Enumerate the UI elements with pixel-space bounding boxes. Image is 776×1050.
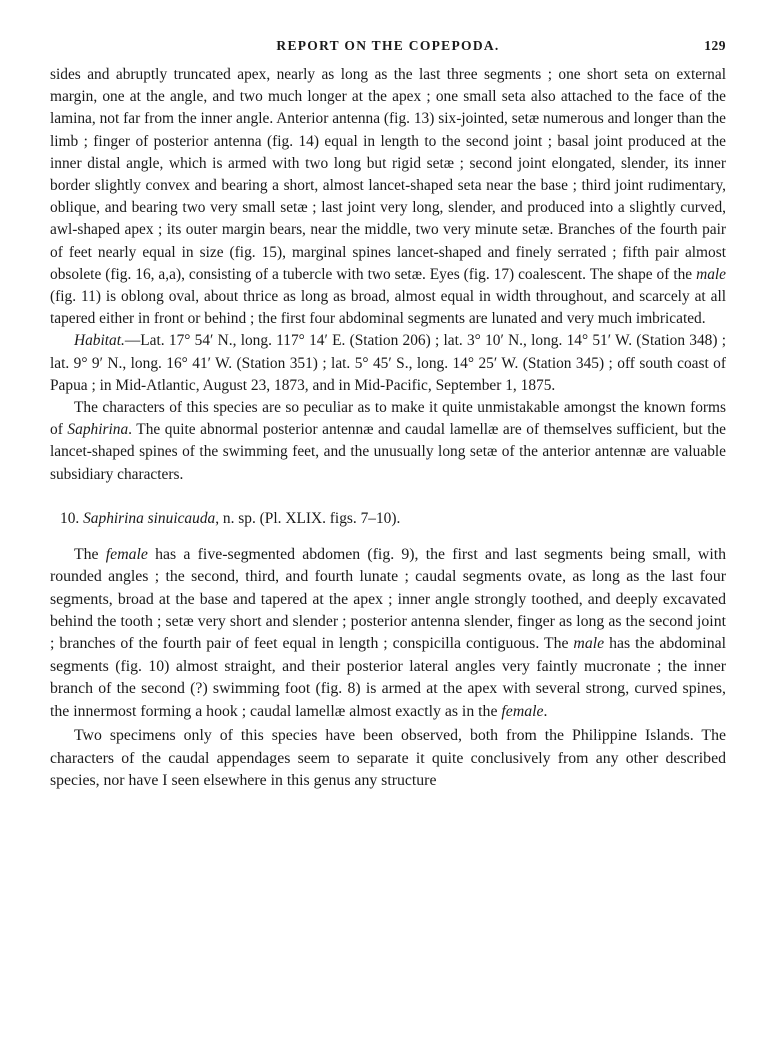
species-description: [50, 544, 726, 792]
female-term: female: [105, 545, 148, 563]
female-para-text: has a five-segmented abdomen (fig. 9), the first and last segments being small, with rounded angles ; the second, third, and fourth lunate ; caudal segments ovate, as long as the last four segments, broad at the base and tapered at the apex ; inner angle strongly toothed, and deeply excavated behind the tooth ; setæ very short and slender ; posterior antenna slender, finger as long as the second joint ; branches of the fourth pair of feet equal in length ; conspicilla contiguous. The: [50, 545, 726, 653]
description-paragraph: [50, 64, 726, 330]
male-term-2: male: [573, 635, 605, 653]
genus-name: Saphirina: [67, 421, 129, 439]
running-header: [50, 38, 726, 64]
habitat-paragraph: [50, 330, 726, 397]
characters-paragraph: [50, 397, 726, 486]
description-text: sides and abruptly truncated apex, nearly as long as the last three segments ; one short seta on external margin, one at the angle, and two much longer at the apex ; one small seta also attached to the face of the lamina, not far from the inner angle. Anterior antenna (fig. 13) six-jointed, setæ numerous and longer than the limb ; finger of posterior antenna (fig. 14) equal in length to the second joint ; basal joint produced at the inner distal angle, which is armed with two long but rigid setæ ; second joint elongated, slender, its inner border slightly convex and bearing a short, almost lancet-shaped seta near the base ; third joint rudimentary, oblique, and bearing two very small setæ ; last joint very long, slender, and produced into a slightly curved, awl-shaped apex ; its outer margin bears, near the middle, two very minute setæ. Branches of the fourth pair of feet nearly equal in size (fig. 15), marginal spines lancet-shaped and finely serrated ; fifth pair almost obsolete (fig. 16, a,a), consisting of a tubercle with two setæ. Eyes (fig. 17) coalescent. The shape of the: [50, 66, 726, 283]
running-title: REPORT ON THE COPEPODA.: [276, 38, 500, 53]
habitat-text: —Lat. 17° 54′ N., long. 117° 14′ E. (Station 206) ; lat. 3° 10′ N., long. 14° 51′ W. (Station 348) ; lat. 9° 9′ N., long. 16° 41′ W. (Station 351) ; lat. 5° 45′ S., long. 14° 25′ W. (Station 345) ; off south coast of Papua ; in Mid-Atlantic, August 23, 1873, and in Mid-Pacific, September 1, 1875.: [50, 332, 726, 394]
final-paragraph: Two specimens only of this species have been observed, both from the Philippine Islands. The characters of the caudal appendages seem to separate it quite conclusively from any other described species, nor have I seen elsewhere in this genus any structure: [50, 727, 726, 789]
species-heading: [50, 508, 726, 530]
habitat-label: Habitat.: [74, 332, 125, 350]
characters-text: The characters of this species are so peculiar as to make it quite unmistakable amongst the known forms of: [50, 399, 726, 439]
female-term-end: female: [501, 702, 544, 720]
male-term: male: [696, 265, 726, 283]
description-text-end: (fig. 11) is oblong oval, about thrice as long as broad, almost equal in width throughout, and scarcely at all tapered either in front or behind ; the first four abdominal segments are lunated and very much imbricated.: [50, 288, 726, 328]
female-para-the: The: [74, 545, 106, 563]
female-para-period: .: [543, 702, 548, 720]
page: [50, 38, 726, 792]
species-name: Saphirina sinuicauda: [83, 509, 216, 527]
characters-text-end: . The quite abnormal posterior antennæ and caudal lamellæ are of themselves sufficient, but the lancet-shaped spines of the swimming feet, and the unusually long setæ of the anterior antennæ are valuable subsidiary characters.: [50, 421, 726, 483]
page-number: 129: [704, 38, 726, 53]
female-paragraph: [50, 544, 726, 723]
species-reference: , n. sp. (Pl. XLIX. figs. 7–10).: [215, 509, 401, 527]
female-para-text-2: has the abdominal segments (fig. 10) almost straight, and their posterior lateral angles very faintly mucronate ; the inner branch of the second (?) swimming foot (fig. 8) is armed at the apex with several strong, curved spines, the innermost forming a hook ; caudal lamellæ almost exactly as in the: [50, 635, 726, 720]
species-number: 10.: [60, 509, 80, 527]
